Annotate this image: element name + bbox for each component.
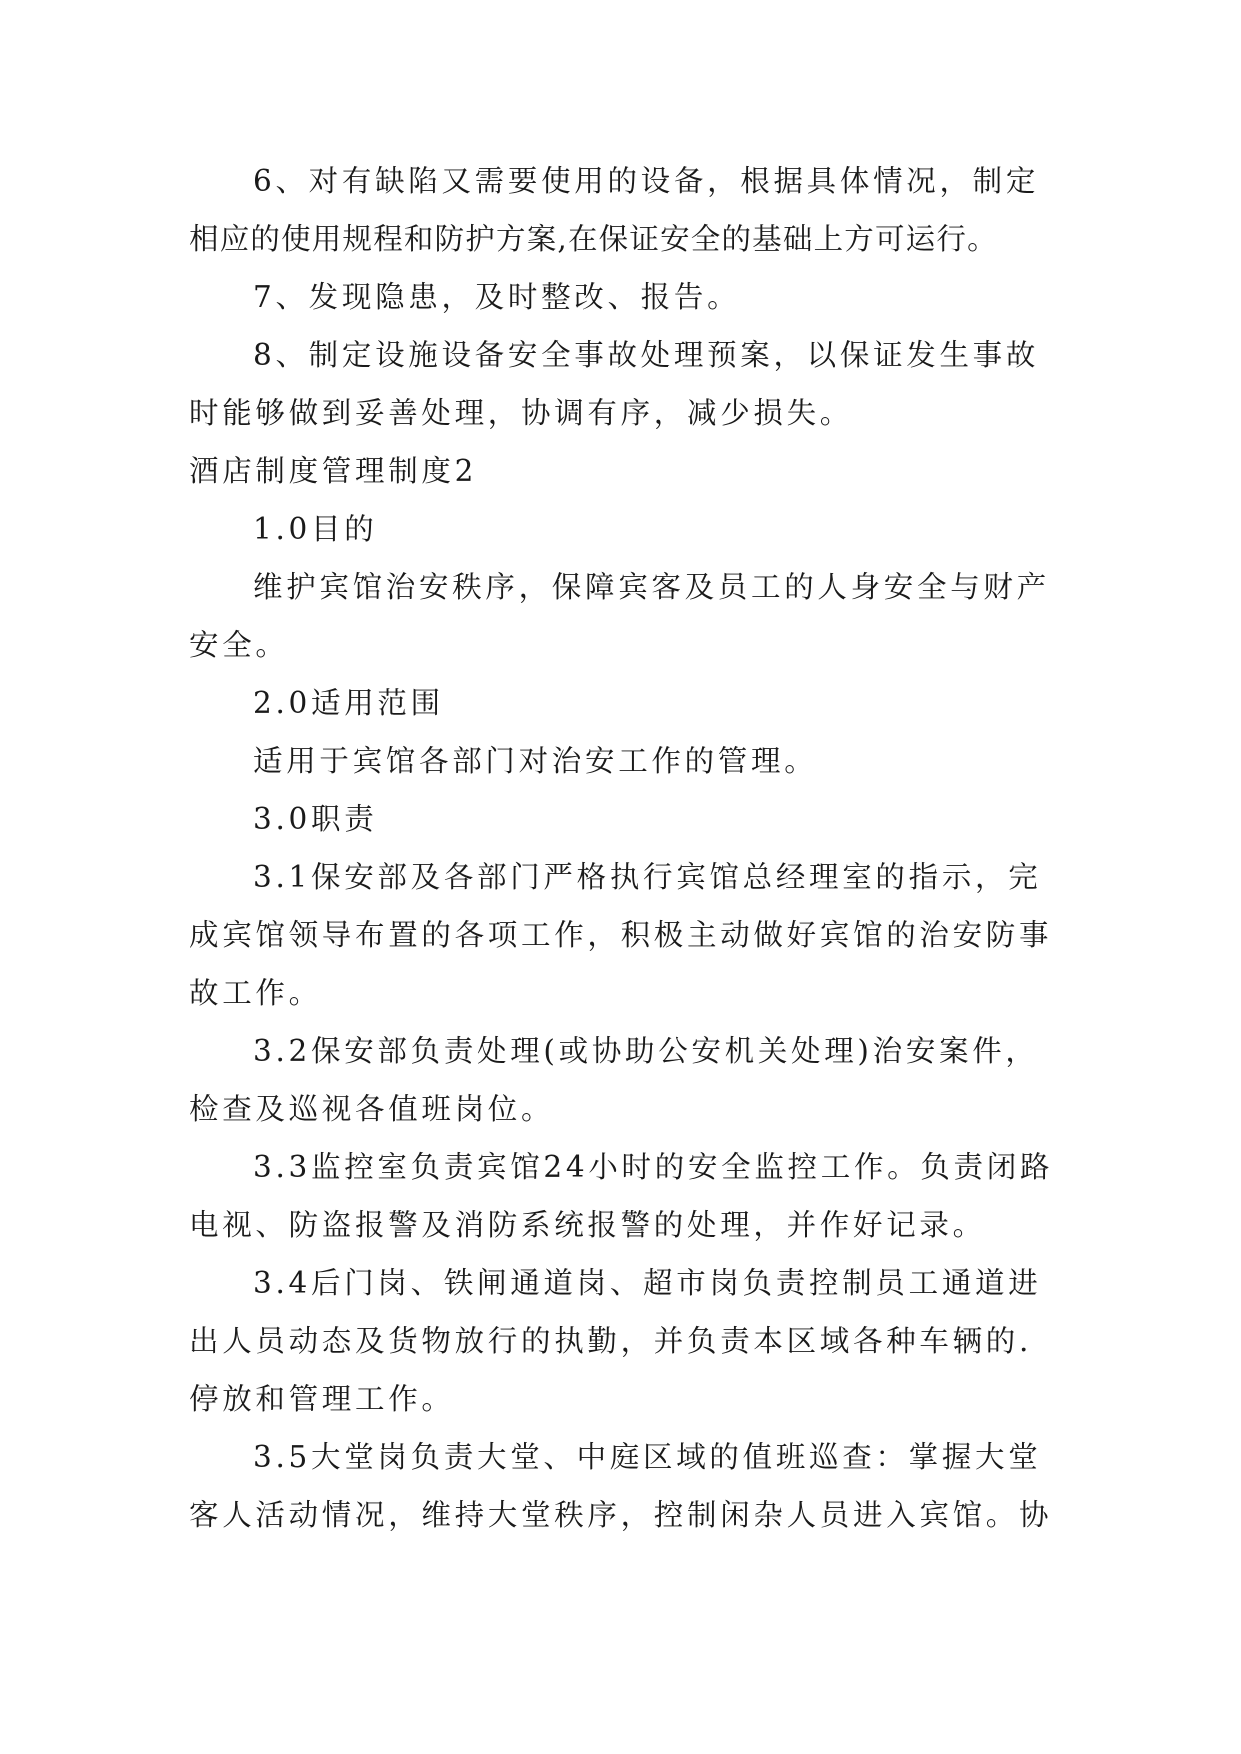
text-line: 3.2保安部负责处理(或协助公安机关处理)治安案件，: [253, 1034, 1039, 1068]
text-line: 成宾馆领导布置的各项工作，积极主动做好宾馆的治安防事: [189, 918, 1053, 952]
text-line: 8、制定设施设备安全事故处理预案，以保证发生事故: [253, 338, 1040, 372]
text-line: 3.3监控室负责宾馆24小时的安全监控工作。负责闭路: [253, 1150, 1054, 1184]
text-line: 1.0目的: [253, 512, 378, 546]
text-line: 出人员动态及货物放行的执勤，并负责本区域各种车辆的.: [189, 1324, 1033, 1358]
text-line: 3.5大堂岗负责大堂、中庭区域的值班巡查：掌握大堂: [253, 1440, 1042, 1474]
text-line: 停放和管理工作。: [189, 1382, 455, 1416]
text-line: 3.1保安部及各部门严格执行宾馆总经理室的指示，完: [253, 860, 1042, 894]
text-line: 故工作。: [189, 976, 322, 1010]
text-line: 客人活动情况，维持大堂秩序，控制闲杂人员进入宾馆。协: [189, 1498, 1053, 1532]
text-line: 安全。: [189, 628, 289, 662]
section-heading: 酒店制度管理制度2: [189, 454, 478, 488]
document-body: [189, 152, 1055, 1544]
text-line: 时能够做到妥善处理，协调有序，减少损失。: [189, 396, 854, 430]
text-line: 3.0职责: [253, 802, 378, 836]
text-line: 维护宾馆治安秩序，保障宾客及员工的人身安全与财产: [253, 570, 1050, 604]
text-line: 适用于宾馆各部门对治安工作的管理。: [253, 744, 818, 778]
text-line: 电视、防盗报警及消防系统报警的处理，并作好记录。: [189, 1208, 986, 1242]
text-line: 2.0适用范围: [253, 686, 444, 720]
text-line: 3.4后门岗、铁闸通道岗、超市岗负责控制员工通道进: [253, 1266, 1042, 1300]
text-line: 7、发现隐患，及时整改、报告。: [253, 280, 741, 314]
text-line: 相应的使用规程和防护方案,在保证安全的基础上方可运行。: [189, 222, 998, 256]
text-line: 检查及巡视各值班岗位。: [189, 1092, 555, 1126]
text-line: 6、对有缺陷又需要使用的设备，根据具体情况，制定: [253, 164, 1040, 198]
